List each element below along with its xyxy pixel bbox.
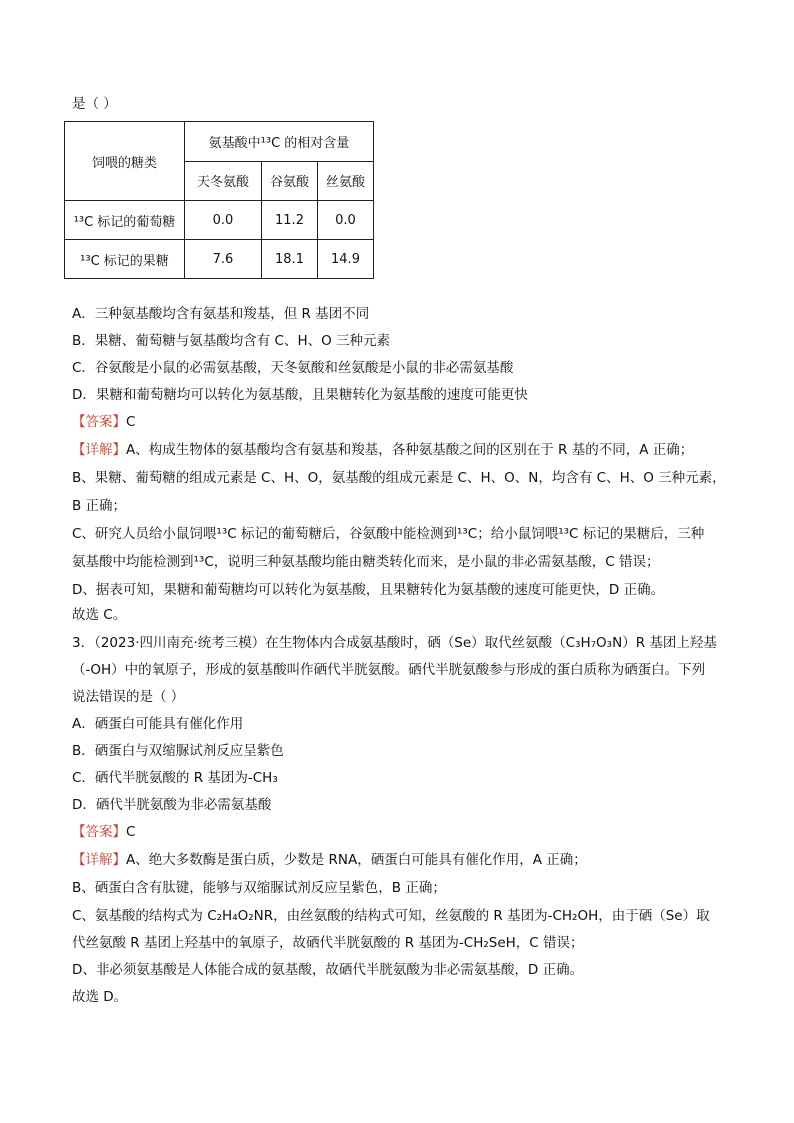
detail-line: C、研究人员给小鼠饲喂¹³C 标记的葡萄糖后，谷氨酸中能检测到¹³C；给小鼠饲喂¹³C 标记的果糖后，三种	[72, 526, 705, 542]
detail-line: B、硒蛋白含有肽键，能够与双缩脲试剂反应呈紫色，B 正确；	[72, 880, 446, 896]
option-d: D．硒代半胱氨酸为非必需氨基酸	[72, 797, 272, 813]
question-3-stem: （-OH）中的氧原子，形成的氨基酸叫作硒代半胱氨酸。硒代半胱氨酸参与形成的蛋白质称为硒蛋白。下列	[72, 662, 706, 678]
option-a: A．三种氨基酸均含有氨基和羧基，但 R 基团不同	[72, 306, 370, 322]
detail-text: A、构成生物体的氨基酸均含有氨基和羧基，各种氨基酸之间的区别在于 R 基的不同，A 正确；	[126, 442, 694, 458]
question-stem-tail: 是（ ）	[72, 96, 117, 112]
detail-line	[72, 440, 693, 460]
answer-value: C	[126, 824, 136, 840]
detail-line: 故选 C。	[72, 607, 127, 623]
detail-tag: 【详解】	[72, 442, 126, 458]
option-a: A．硒蛋白可能具有催化作用	[72, 716, 244, 732]
option-b: B．硒蛋白与双缩脲试剂反应呈紫色	[72, 743, 284, 759]
table-row-label: ¹³C 标记的葡萄糖	[65, 201, 185, 240]
table-row	[65, 201, 374, 240]
question-3-stem: 说法错误的是（ ）	[72, 689, 185, 705]
option-b: B．果糖、葡萄糖与氨基酸均含有 C、H、O 三种元素	[72, 333, 391, 349]
table-row-label: ¹³C 标记的果糖	[65, 240, 185, 279]
detail-line: B、果糖、葡萄糖的组成元素是 C、H、O，氨基酸的组成元素是 C、H、O、N，均含有 C、H、O 三种元素，	[72, 470, 726, 486]
answer-tag: 【答案】	[72, 824, 126, 840]
data-table	[64, 121, 374, 279]
answer-line	[72, 412, 135, 432]
table-cell: 11.2	[262, 201, 318, 240]
table-row	[65, 240, 374, 279]
question-3-stem: 3．（2023·四川南充·统考三模）在生物体内合成氨基酸时，硒（Se）取代丝氨酸（C₃H₇O₃N）R 基团上羟基	[72, 635, 717, 651]
detail-line: B 正确；	[72, 498, 127, 514]
option-c: C．谷氨酸是小鼠的必需氨基酸，天冬氨酸和丝氨酸是小鼠的非必需氨基酸	[72, 360, 514, 376]
table-subheader: 谷氨酸	[262, 161, 318, 201]
table-header-sugar: 饲喂的糖类	[65, 122, 185, 201]
detail-line: D、非必须氨基酸是人体能合成的氨基酸，故硒代半胱氨酸为非必需氨基酸，D 正确。	[72, 962, 584, 978]
table-subheader: 丝氨酸	[318, 161, 374, 201]
detail-line: D、据表可知，果糖和葡萄糖均可以转化为氨基酸，且果糖转化为氨基酸的速度可能更快，D 正确。	[72, 582, 665, 598]
detail-line: 代丝氨酸 R 基团上羟基中的氧原子，故硒代半胱氨酸的 R 基团为-CH₂SeH，C 错误；	[72, 935, 584, 951]
answer-tag: 【答案】	[72, 414, 126, 430]
detail-text: A、绝大多数酶是蛋白质，少数是 RNA，硒蛋白可能具有催化作用，A 正确；	[126, 852, 587, 868]
table-cell: 14.9	[318, 240, 374, 279]
detail-line: 氨基酸中均能检测到¹³C，说明三种氨基酸均能由糖类转化而来，是小鼠的非必需氨基酸，C 错误；	[72, 554, 660, 570]
detail-line	[72, 850, 587, 870]
table-cell: 0.0	[318, 201, 374, 240]
table-cell: 7.6	[185, 240, 262, 279]
detail-line: 故选 D。	[72, 989, 128, 1005]
table-cell: 18.1	[262, 240, 318, 279]
answer-value: C	[126, 414, 136, 430]
detail-line: C、氨基酸的结构式为 C₂H₄O₂NR，由丝氨酸的结构式可知，丝氨酸的 R 基团为-CH₂OH，由于硒（Se）取	[72, 908, 710, 924]
option-c: C．硒代半胱氨酸的 R 基团为-CH₃	[72, 770, 278, 786]
table-subheader: 天冬氨酸	[185, 161, 262, 201]
table-header-content: 氨基酸中¹³C 的相对含量	[185, 122, 374, 162]
table-cell: 0.0	[185, 201, 262, 240]
detail-tag: 【详解】	[72, 852, 126, 868]
option-d: D．果糖和葡萄糖均可以转化为氨基酸，且果糖转化为氨基酸的速度可能更快	[72, 387, 528, 403]
answer-line	[72, 822, 135, 842]
